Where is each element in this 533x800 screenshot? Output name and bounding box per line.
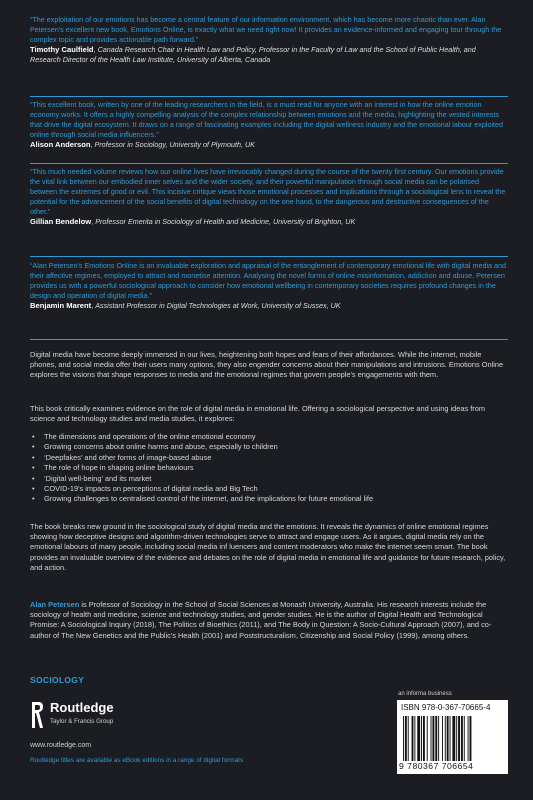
list-item: • The role of hope in shaping online behaviours: [30, 463, 500, 473]
barcode-stripe: [468, 716, 469, 761]
endorsement-2: [30, 100, 508, 150]
list-item: • The dimensions and operations of the online emotional economy: [30, 432, 500, 442]
endorsement-3: [30, 167, 508, 227]
barcode-bars: [403, 716, 503, 761]
list-item: • ‘Digital well-being’ and its market: [30, 474, 500, 484]
barcode-stripe: [423, 716, 425, 761]
endorsement-attribution: Alison Anderson, Professor in Sociology, University of Plymouth, UK: [30, 140, 255, 149]
informa-tagline: an informa business: [398, 691, 452, 697]
endorsement-attribution: Timothy Caulfield, Canada Research Chair in Health Law and Policy, Professor in the Faculty of Law and the School of Public Health, and Research Director of the Health Law Institute, University of Alberta, Canada: [30, 45, 476, 64]
topics-list: [30, 432, 500, 505]
barcode-stripe: [427, 716, 428, 761]
subject-category: SOCIOLOGY: [30, 675, 85, 685]
barcode-stripe: [445, 716, 446, 761]
list-item: • COVID-19's impacts on perceptions of digital media and Big Tech: [30, 484, 500, 494]
barcode-stripe: [456, 716, 457, 761]
endorsement-divider: [30, 96, 508, 97]
barcode-stripe: [464, 716, 465, 761]
endorser-role: Professor in Sociology, University of Plymouth, UK: [94, 140, 255, 149]
isbn-label: ISBN 978-0-367-70665-4: [401, 703, 491, 712]
endorsement-1: [30, 15, 508, 65]
barcode-stripe: [470, 716, 472, 761]
barcode-stripe: [403, 716, 404, 761]
list-item: • ‘Deepfakes’ and other forms of image-based abuse: [30, 453, 500, 463]
publisher-url[interactable]: www.routledge.com: [30, 742, 92, 749]
endorsement-4: [30, 261, 508, 311]
endorsement-attribution: Gillian Bendelow, Professor Emerita in Sociology of Health and Medicine, University of Brighton, UK: [30, 217, 356, 226]
author-name: Alan Petersen: [30, 600, 80, 609]
list-item: • Growing concerns about online harms and abuse, especially to children: [30, 442, 500, 452]
barcode-stripe: [442, 716, 443, 761]
endorser-role: Assistant Professor in Digital Technologies at Work, University of Sussex, UK: [95, 301, 341, 310]
barcode-stripe: [432, 716, 434, 761]
publisher-logo: [30, 700, 180, 736]
endorsement-divider: [30, 256, 508, 257]
endorsement-divider: [30, 163, 508, 164]
barcode-stripe: [414, 716, 415, 761]
endorsement-quote: “Alan Petersen's Emotions Online is an invaluable exploration and appraisal of the entanglement of contemporary emotional life with digital media and their affective regimes, employed to attract and monetise attention. Analysing the novel forms of online misinformation, addiction and abuse, Petersen provides us with a powerful sociological approach to consider how emotional wellbeing in contemporary societies requires profound changes in the design and operation of digital media.”: [30, 261, 507, 300]
barcode-stripe: [421, 716, 422, 761]
endorsement-quote: “The exploitation of our emotions has become a central feature of our information environment, which has become more chaotic than ever. Alan Petersen's excellent new book, Emotions Online, is exactly what we need right now! It provides an evidence-informed and engaging tour through the complex topic and provides actionable path forward.”: [30, 15, 502, 44]
barcode-stripe: [458, 716, 460, 761]
endorsement-quote: “This excellent book, written by one of the leading researchers in the field, is a must read for anyone with an interest in how the online emotion economy works. It offers a highly compelling analysis of the complex relationship between emotions and the media, highlighting the vested interests that drive the digital ecosystem. It draws on a range of fascinating examples including the digital wellness industry and the emotional labour exploited online through social media influencers.”: [30, 100, 504, 139]
endorsement-divider: [30, 339, 508, 340]
endorser-name: Benjamin Marent: [30, 301, 92, 310]
barcode-stripe: [452, 716, 455, 761]
endorser-name: Alison Anderson: [30, 140, 91, 149]
publisher-name: Routledge: [50, 700, 114, 715]
intro-paragraph: Digital media have become deeply immersed in our lives, heightening both hopes and fears of their affordances. While the internet, mobile phones, and social media offer their users many options, they also engender concerns about their manipulations and intrusions. Emotions Online explores the visions that shape responses to media and the emotional regimes that govern people's engagements with them.: [30, 350, 504, 380]
barcode-stripe: [408, 716, 409, 761]
endorser-role: Canada Research Chair in Health Law and Policy, Professor in the Faculty of Law and the School of Public Health, and Research Director of the Health Law Institute, University of Alberta, Canada: [30, 45, 476, 64]
endorsement-quote: “This much needed volume reviews how our online lives have irrevocably changed during the course of the twenty first century. Our emotions provide the vital link between our embodied inner selves and the wider society, and their powerful manipulation through social media can be polarised between the extremes of good or evil. This incisive critique views those emotional processes and implications through a sociological lens to reveal the potential for the advancement of the social benefits of digital technology on the one hand, to the dangerous and destructive consequences of the other.”: [30, 167, 506, 216]
endorser-name: Timothy Caulfield: [30, 45, 94, 54]
barcode-stripe: [438, 716, 439, 761]
endorser-name: Gillian Bendelow: [30, 217, 92, 226]
barcode-stripe: [431, 716, 432, 761]
barcode-stripe: [417, 716, 420, 761]
barcode: [397, 700, 508, 774]
lead-paragraph: This book critically examines evidence on the role of digital media in emotional life. Offering a sociological perspective and using ideas from science and technology studies and media studies, it explores:: [30, 404, 486, 424]
publisher-group: Taylor & Francis Group: [50, 718, 114, 725]
barcode-stripe: [450, 716, 451, 761]
ean-digits: 9 780367 706654: [399, 761, 474, 771]
endorsement-attribution: Benjamin Marent, Assistant Professor in Digital Technologies at Work, University of Sussex, UK: [30, 301, 341, 310]
author-bio-text: is Professor of Sociology in the School of Social Sciences at Monash University, Australia. His research interests include the sociology of health and medicine, science and technology studies, and gender studies. He is the author of Digital Health and Technological Promise: A Sociological Inquiry (2018), The Politics of Bioethics (2011), and The Body in Question: A Socio-Cultural Approach (2007), and co-author of The New Genetics and the Public's Health (2001) and Poststructuralism, Citizenship and Social Policy (1999), among others.: [30, 600, 492, 640]
barcode-stripe: [447, 716, 449, 761]
endorser-role: Professor Emerita in Sociology of Health and Medicine, University of Brighton, UK: [95, 217, 356, 226]
ebook-note: Routledge titles are available as eBook editions in a range of digital formats: [30, 757, 244, 764]
routledge-mark-icon: [30, 700, 44, 730]
author-bio: [30, 600, 508, 641]
barcode-stripe: [405, 716, 407, 761]
barcode-stripe: [412, 716, 414, 761]
list-item: • Growing challenges to centralised control of the internet, and the implications for future emotional life: [30, 494, 500, 504]
barcode-stripe: [435, 716, 437, 761]
barcode-stripe: [461, 716, 463, 761]
closing-paragraph: The book breaks new ground in the sociological study of digital media and the emotions. It reveals the dynamics of online emotional regimes showing how deceptive designs and algorithm-driven technologies serve to attract and engage users. As it argues, digital media rely on the emotional labours of many people, including social media inf luencers and content moderators who make the internet seem smart. The book provides an invaluable overview of the evidence and debates on the role of digital media in emotional life and guidance for future research, policy, and action.: [30, 522, 506, 572]
